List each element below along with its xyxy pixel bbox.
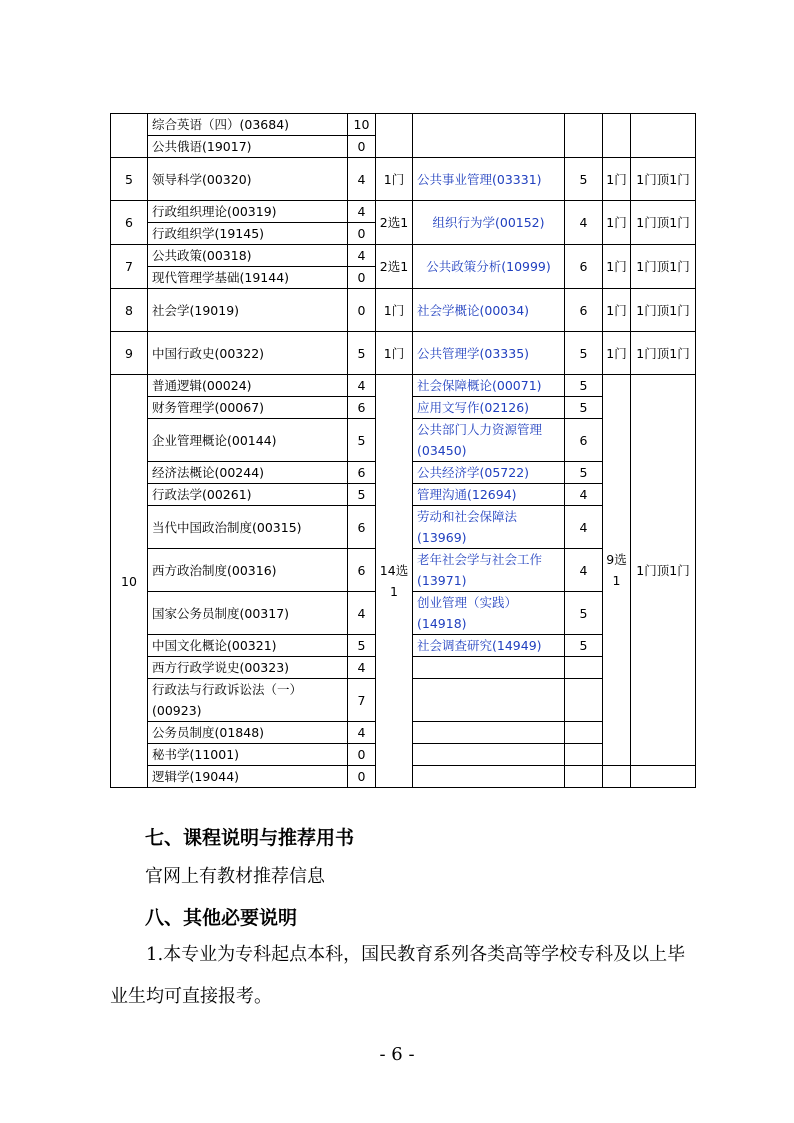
course-name: 秘书学(11001) xyxy=(148,744,348,766)
course-name: 行政法与行政诉讼法（一）(00923) xyxy=(148,679,348,722)
course-credit: 5 xyxy=(348,419,376,462)
course-name: 财务管理学(00067) xyxy=(148,397,348,419)
alt-credit: 4 xyxy=(565,201,603,245)
rule: 1门 xyxy=(603,201,631,245)
course-credit: 6 xyxy=(348,397,376,419)
course-name: 国家公务员制度(00317) xyxy=(148,592,348,635)
alt-course: 创业管理（实践）(14918) xyxy=(413,592,565,635)
course-name: 中国行政史(00322) xyxy=(148,332,348,375)
note: 1门顶1门 xyxy=(631,375,696,766)
rule: 9选1 xyxy=(603,375,631,766)
course-name: 普通逻辑(00024) xyxy=(148,375,348,397)
alt-course: 社会学概论(00034) xyxy=(413,289,565,332)
note: 1门顶1门 xyxy=(631,245,696,289)
rule: 1门 xyxy=(603,332,631,375)
course-name: 逻辑学(19044) xyxy=(148,766,348,788)
alt-credit: 5 xyxy=(565,375,603,397)
requirement: 1门 xyxy=(376,289,413,332)
alt-course xyxy=(413,679,565,722)
course-credit: 6 xyxy=(348,549,376,592)
row-id xyxy=(111,114,148,158)
course-credit: 4 xyxy=(348,158,376,201)
alt-credit: 6 xyxy=(565,289,603,332)
rule: 1门 xyxy=(603,289,631,332)
course-credit: 4 xyxy=(348,201,376,223)
course-name: 社会学(19019) xyxy=(148,289,348,332)
note: 1门顶1门 xyxy=(631,332,696,375)
alt-credit: 5 xyxy=(565,397,603,419)
table-row xyxy=(111,201,696,223)
table-row xyxy=(111,289,696,332)
requirement: 1门 xyxy=(376,158,413,201)
course-credit: 7 xyxy=(348,679,376,722)
rule xyxy=(603,766,631,788)
course-credit: 6 xyxy=(348,462,376,484)
course-name: 经济法概论(00244) xyxy=(148,462,348,484)
alt-credit: 5 xyxy=(565,332,603,375)
course-name: 企业管理概论(00144) xyxy=(148,419,348,462)
table-row xyxy=(111,158,696,201)
alt-credit: 4 xyxy=(565,549,603,592)
page-number: - 6 - xyxy=(379,1044,415,1065)
rule xyxy=(603,114,631,158)
row-id: 5 xyxy=(111,158,148,201)
table-row xyxy=(111,332,696,375)
alt-course xyxy=(413,744,565,766)
alt-course: 公共经济学(05722) xyxy=(413,462,565,484)
rule: 1门 xyxy=(603,245,631,289)
course-credit: 5 xyxy=(348,484,376,506)
alt-credit: 5 xyxy=(565,592,603,635)
course-credit: 0 xyxy=(348,766,376,788)
alt-course: 社会保障概论(00071) xyxy=(413,375,565,397)
alt-course xyxy=(413,766,565,788)
course-credit: 0 xyxy=(348,267,376,289)
course-credit: 0 xyxy=(348,223,376,245)
row-id: 8 xyxy=(111,289,148,332)
course-credit: 4 xyxy=(348,657,376,679)
table-row xyxy=(111,114,696,136)
course-credit: 4 xyxy=(348,375,376,397)
course-name: 西方行政学说史(00323) xyxy=(148,657,348,679)
course-name: 中国文化概论(00321) xyxy=(148,635,348,657)
table-row xyxy=(111,245,696,267)
course-credit: 5 xyxy=(348,635,376,657)
course-credit: 4 xyxy=(348,722,376,744)
alt-course: 组织行为学(00152) xyxy=(413,201,565,245)
note xyxy=(631,114,696,158)
requirement: 2选1 xyxy=(376,245,413,289)
note xyxy=(631,766,696,788)
alt-credit: 5 xyxy=(565,158,603,201)
alt-course: 管理沟通(12694) xyxy=(413,484,565,506)
requirement: 14选1 xyxy=(376,375,413,788)
course-credit: 5 xyxy=(348,332,376,375)
alt-course: 公共管理学(03335) xyxy=(413,332,565,375)
table-row xyxy=(111,375,696,397)
note: 1门顶1门 xyxy=(631,158,696,201)
alt-course: 公共部门人力资源管理(03450) xyxy=(413,419,565,462)
alt-credit xyxy=(565,657,603,679)
course-name: 行政组织理论(00319) xyxy=(148,201,348,223)
course-replacement-table xyxy=(110,113,696,788)
course-credit: 0 xyxy=(348,289,376,332)
course-credit: 4 xyxy=(348,592,376,635)
course-credit: 0 xyxy=(348,744,376,766)
requirement: 1门 xyxy=(376,332,413,375)
course-name: 行政法学(00261) xyxy=(148,484,348,506)
alt-credit: 5 xyxy=(565,635,603,657)
alt-course: 劳动和社会保障法(13969) xyxy=(413,506,565,549)
alt-credit: 4 xyxy=(565,484,603,506)
course-name: 公务员制度(01848) xyxy=(148,722,348,744)
course-name: 综合英语（四）(03684) xyxy=(148,114,348,136)
alt-credit xyxy=(565,766,603,788)
alt-credit xyxy=(565,722,603,744)
requirement: 2选1 xyxy=(376,201,413,245)
course-name: 行政组织学(19145) xyxy=(148,223,348,245)
row-id: 6 xyxy=(111,201,148,245)
section-7-heading: 七、课程说明与推荐用书 xyxy=(145,827,355,849)
alt-course: 应用文写作(02126) xyxy=(413,397,565,419)
course-name: 西方政治制度(00316) xyxy=(148,549,348,592)
course-name: 领导科学(00320) xyxy=(148,158,348,201)
alt-credit xyxy=(565,114,603,158)
course-name: 公共俄语(19017) xyxy=(148,136,348,158)
course-name: 公共政策(00318) xyxy=(148,245,348,267)
row-id: 9 xyxy=(111,332,148,375)
alt-credit: 4 xyxy=(565,506,603,549)
section-8-heading: 八、其他必要说明 xyxy=(145,907,298,929)
row-id: 7 xyxy=(111,245,148,289)
note: 1门顶1门 xyxy=(631,201,696,245)
course-credit: 6 xyxy=(348,506,376,549)
course-credit: 10 xyxy=(348,114,376,136)
course-credit: 0 xyxy=(348,136,376,158)
alt-course xyxy=(413,722,565,744)
alt-course: 老年社会学与社会工作(13971) xyxy=(413,549,565,592)
course-credit: 4 xyxy=(348,245,376,267)
alt-credit: 6 xyxy=(565,419,603,462)
requirement xyxy=(376,114,413,158)
alt-course: 公共政策分析(10999) xyxy=(413,245,565,289)
alt-credit: 6 xyxy=(565,245,603,289)
alt-credit xyxy=(565,744,603,766)
alt-course xyxy=(413,114,565,158)
section-8-paragraph: 1.本专业为专科起点本科，国民教育系列各类高等学校专科及以上毕业生均可直接报考。 xyxy=(110,944,686,1007)
alt-course: 社会调查研究(14949) xyxy=(413,635,565,657)
alt-course: 公共事业管理(03331) xyxy=(413,158,565,201)
row-id: 10 xyxy=(111,375,148,788)
course-name: 当代中国政治制度(00315) xyxy=(148,506,348,549)
section-7-text: 官网上有教材推荐信息 xyxy=(145,866,325,887)
rule: 1门 xyxy=(603,158,631,201)
alt-credit xyxy=(565,679,603,722)
alt-course xyxy=(413,657,565,679)
alt-credit: 5 xyxy=(565,462,603,484)
course-name: 现代管理学基础(19144) xyxy=(148,267,348,289)
note: 1门顶1门 xyxy=(631,289,696,332)
